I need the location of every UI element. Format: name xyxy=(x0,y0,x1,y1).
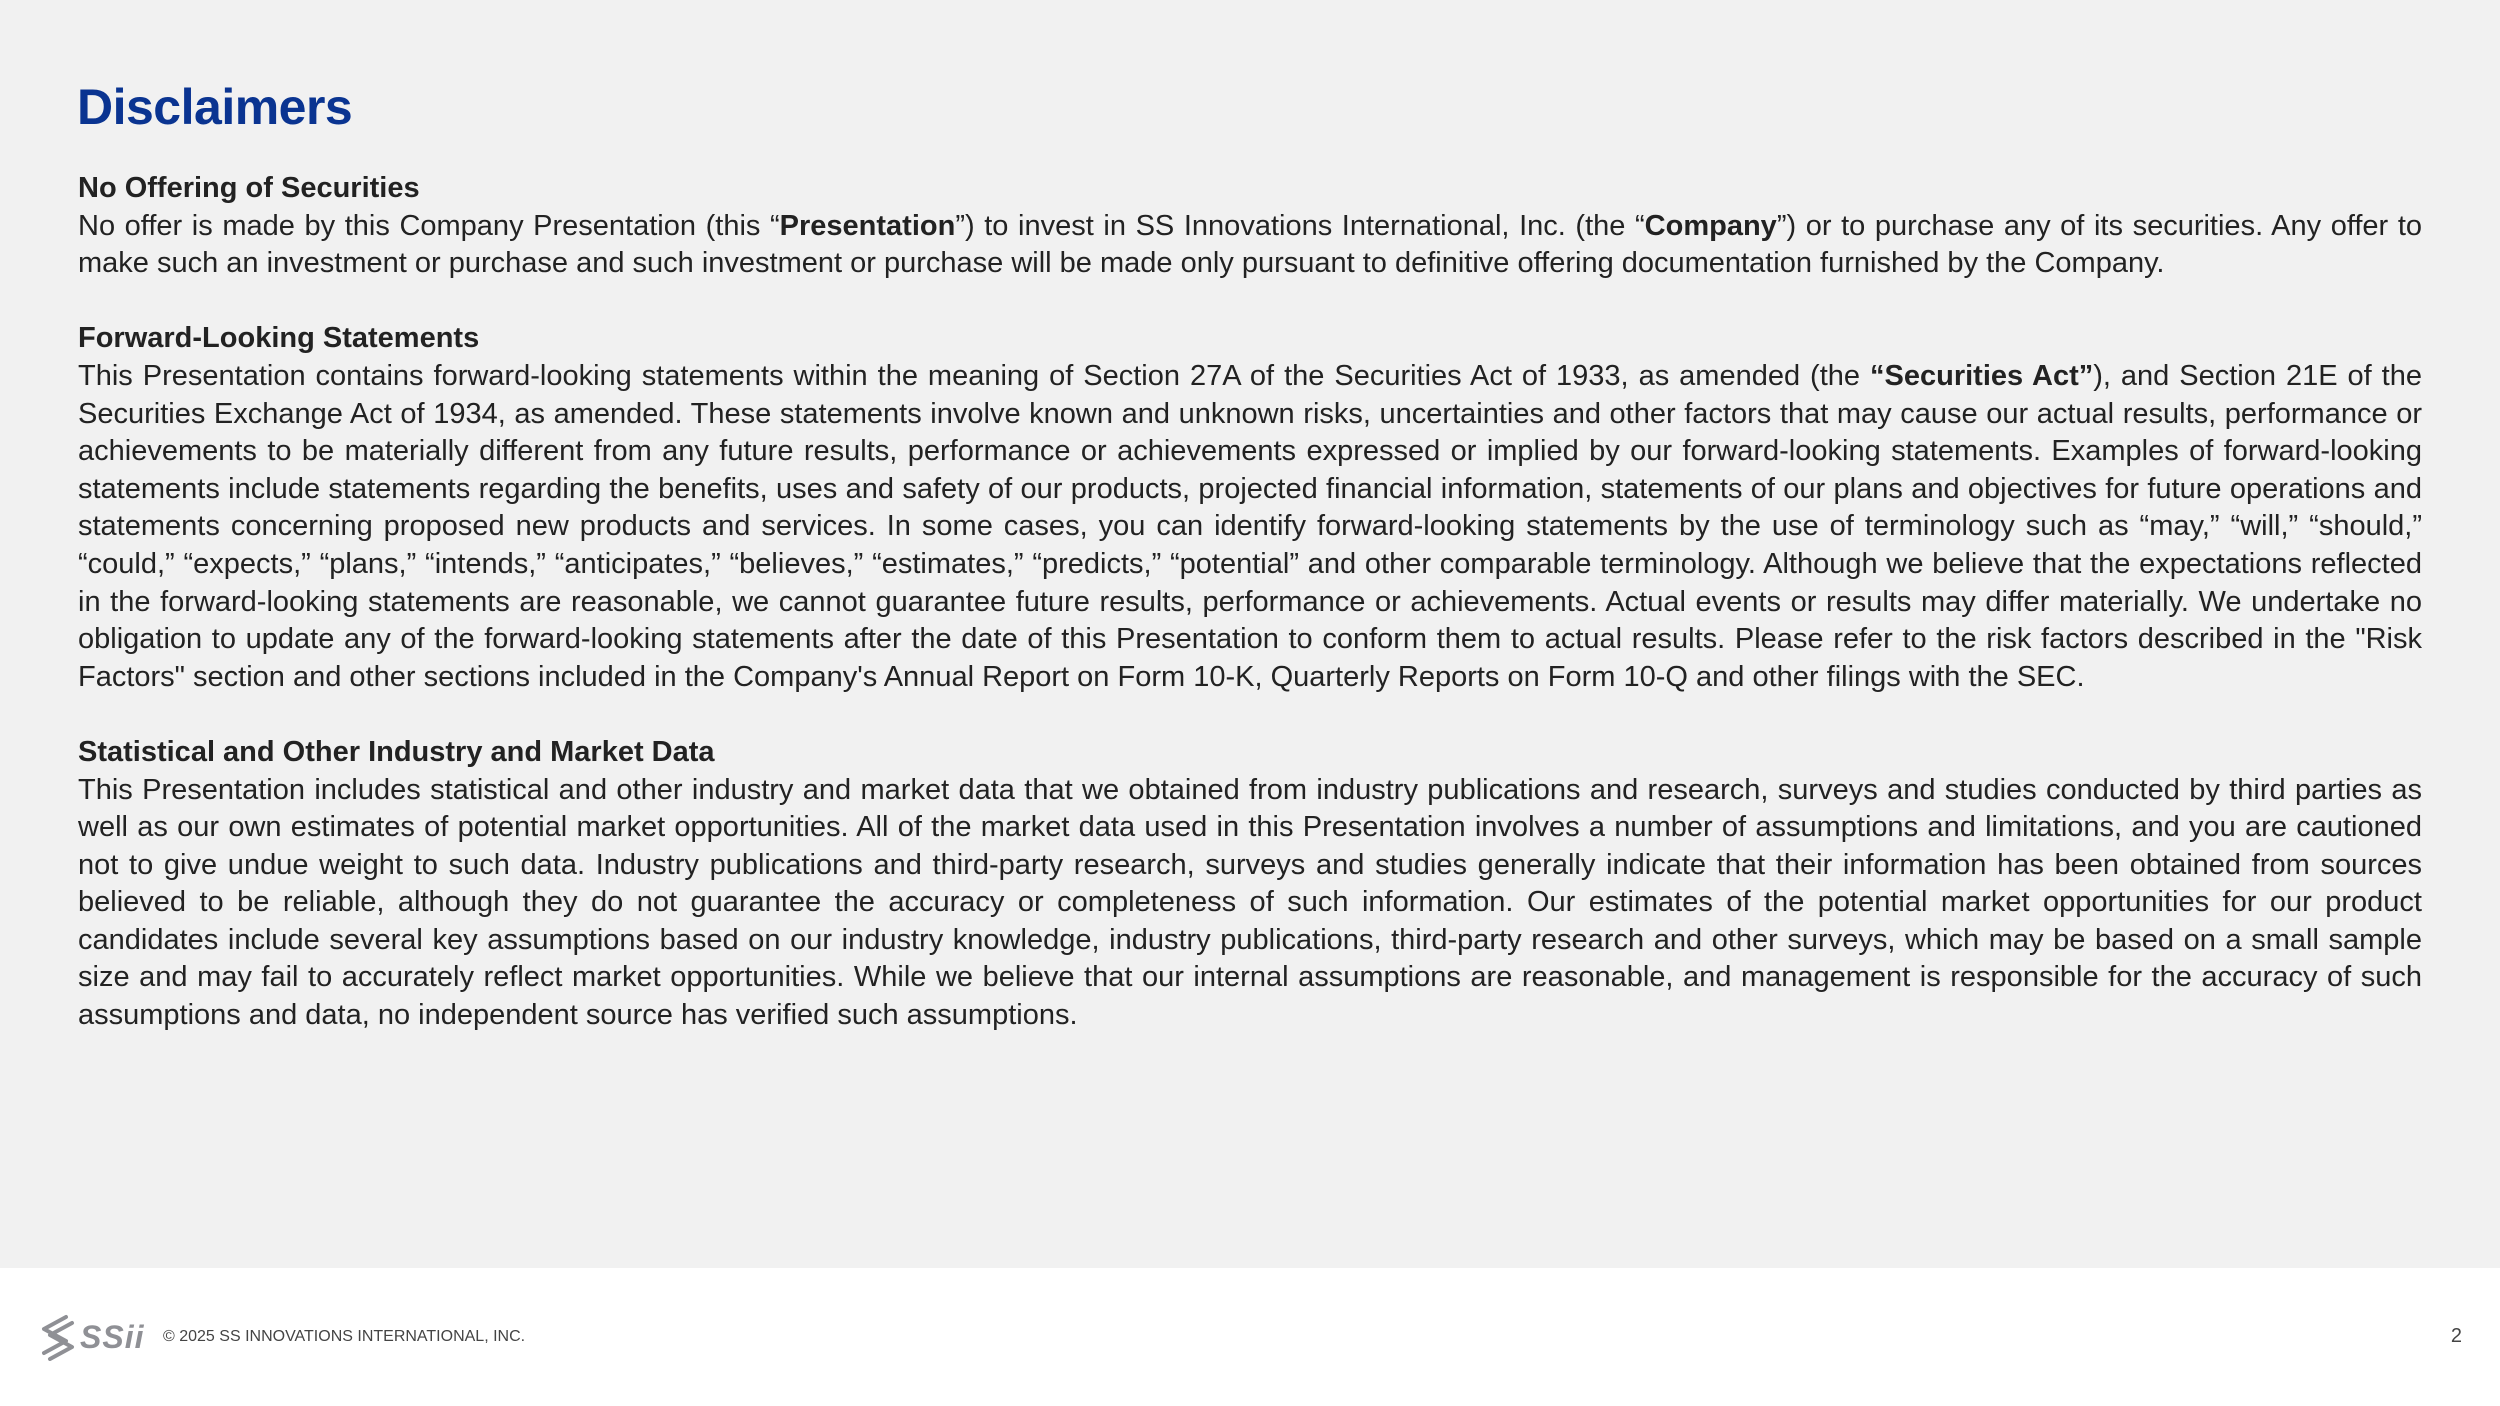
bold-term-securities-act: “Securities Act” xyxy=(1870,359,2094,392)
page-title: Disclaimers xyxy=(77,79,353,135)
section-forward-looking xyxy=(78,320,2422,696)
section-paragraph xyxy=(78,358,2422,696)
section-paragraph xyxy=(78,772,2422,1035)
page-number: 2 xyxy=(2450,1325,2462,1347)
paragraph-text: No offer is made by this Company Presentation (this “ xyxy=(78,209,780,242)
section-paragraph xyxy=(78,208,2422,283)
paragraph-text: This Presentation contains forward-looking statements within the meaning of Section 27A of the Securities Act of 1933, as amended (the xyxy=(78,359,1870,392)
ssi-logo-icon xyxy=(36,1313,78,1361)
bold-term-company: Company xyxy=(1644,209,1777,242)
logo-wordmark: SSii xyxy=(80,1318,145,1355)
paragraph-text: ”) to invest in SS Innovations International, Inc. (the “ xyxy=(955,209,1645,242)
paragraph-text: This Presentation includes statistical and other industry and market data that we obtained from industry publications and research, surveys and studies conducted by third parties as well as our own estimates of potential market opportunities. All of the market data used in this Presentation involves a number of assumptions and limitations, and you are cautioned not to give undue weight to such data. Industry publications and third-party research, surveys and studies generally indicate that their information has been obtained from sources believed to be reliable, although they do not guarantee the accuracy or completeness of such information. Our estimates of the potential market opportunities for our product candidates include several key assumptions based on our industry knowledge, industry publications, third-party research and other surveys, which may be based on a small sample size and may fail to accurately reflect market opportunities. While we believe that our internal assumptions are reasonable, and management is responsible for the accuracy of such assumptions and data, no independent source has verified such assumptions. xyxy=(78,773,2422,1032)
slide-footer xyxy=(0,1268,2500,1406)
section-no-offering xyxy=(78,170,2422,283)
section-heading: Statistical and Other Industry and Market Data xyxy=(78,735,715,768)
company-logo xyxy=(36,1312,144,1362)
disclaimer-body xyxy=(78,170,2422,1072)
section-statistical-data xyxy=(78,734,2422,1035)
paragraph-text: ”) or to purchase any of its securities. Any offer to make such an investment or purchase and such investment or purchase will be made only pursuant to definitive offering documentation furnished by the Company. xyxy=(78,209,2423,280)
copyright-notice: © 2025 SS INNOVATIONS INTERNATIONAL, INC. xyxy=(163,1328,526,1345)
paragraph-text: ), and Section 21E of the Securities Exchange Act of 1934, as amended. These statements involve known and unknown risks, uncertainties and other factors that may cause our actual results, performance or achievements to be materially different from any future results, performance or achievements expressed or implied by our forward-looking statements. Examples of forward-looking statements include statements regarding the benefits, uses and safety of our products, projected financial information, statements of our plans and objectives for future operations and statements concerning proposed new products and services. In some cases, you can identify forward-looking statements by the use of terminology such as “may,” “will,” “should,” “could,” “expects,” “plans,” “intends,” “anticipates,” “believes,” “estimates,” “predicts,” “potential” and other comparable terminology. Although we believe that the expectations reflected in the forward-looking statements are reasonable, we cannot guarantee future results, performance or achievements. Actual events or results may differ materially. We undertake no obligation to update any of the forward-looking statements after the date of this Presentation to conform them to actual results. Please refer to the risk factors described in the "Risk Factors" section and other sections included in the Company's Annual Report on Form 10-K, Quarterly Reports on Form 10-Q and other filings with the SEC. xyxy=(78,359,2422,693)
bold-term-presentation: Presentation xyxy=(779,209,956,242)
section-heading: Forward-Looking Statements xyxy=(78,322,480,355)
section-heading: No Offering of Securities xyxy=(78,172,420,204)
